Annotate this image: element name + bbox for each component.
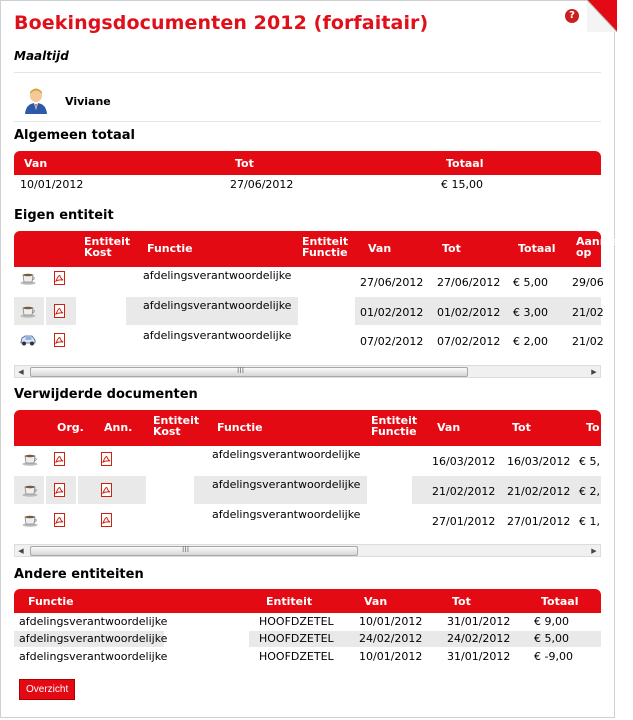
column-header-van: Van: [368, 242, 392, 255]
help-icon[interactable]: ?: [565, 9, 579, 23]
column-header-tot: Tot: [452, 595, 471, 608]
pdf-icon[interactable]: [52, 483, 68, 497]
scroll-thumb[interactable]: [30, 546, 358, 556]
scroll-right-icon[interactable]: ▶: [591, 547, 597, 555]
cell-totaal: € 9,00: [534, 615, 569, 628]
cell-functie: afdelingsverantwoordelijke: [212, 448, 361, 461]
pdf-icon[interactable]: [52, 333, 68, 347]
cell-functie: afdelingsverantwoordelijke: [143, 329, 292, 342]
scroll-thumb[interactable]: [30, 367, 468, 377]
column-header-aanmaak: Aanmaak op: [576, 235, 633, 259]
column-header-tot: Tot: [235, 157, 254, 170]
cell-totaal: € 2,: [579, 485, 600, 498]
column-header-functie: Functie: [147, 242, 193, 255]
scroll-left-icon[interactable]: ◀: [18, 368, 24, 376]
table-header: [14, 231, 633, 267]
cell-tot: 16/03/2012: [507, 455, 571, 468]
section-heading-totaal: Algemeen totaal: [14, 128, 135, 143]
pdf-icon[interactable]: [52, 271, 68, 285]
column-header-ann: Ann.: [104, 421, 133, 434]
coffee-cup-icon: [20, 271, 36, 285]
column-header-functie: Functie: [217, 421, 263, 434]
cell-tot: 31/01/2012: [447, 650, 511, 663]
cell-van: 27/01/2012: [432, 515, 496, 528]
pdf-icon[interactable]: [99, 513, 115, 527]
column-header-van: Van: [24, 157, 48, 170]
cell-functie: afdelingsverantwoordelijke: [143, 299, 292, 312]
cell-totaal: € 2,00: [513, 335, 548, 348]
column-header-tot: Tot: [442, 242, 461, 255]
column-header-org: Org.: [57, 421, 84, 434]
cell-van: 01/02/2012: [360, 306, 424, 319]
table-row: [14, 631, 601, 648]
cell-van: 16/03/2012: [432, 455, 496, 468]
cell-tot: 01/02/2012: [437, 306, 501, 319]
divider: [14, 72, 601, 73]
table-row[interactable]: [14, 506, 601, 536]
cell-tot: 24/02/2012: [447, 632, 511, 645]
table-row[interactable]: [14, 446, 601, 476]
column-header-entiteit-functie: Entiteit Functie: [371, 414, 418, 438]
cell-aanmaak: 29/06: [572, 276, 604, 289]
page-title: Boekingsdocumenten 2012 (forfaitair): [14, 12, 429, 34]
cell-functie: afdelingsverantwoordelijke: [19, 632, 168, 645]
cell-tot: 27/06/2012: [437, 276, 501, 289]
table-row[interactable]: [14, 476, 601, 506]
section-heading-verwijderd: Verwijderde documenten: [14, 387, 198, 402]
table-row: [14, 613, 601, 631]
cell-entiteit: HOOFDZETEL: [259, 650, 334, 663]
table-header: [14, 410, 601, 446]
table-row[interactable]: [14, 297, 604, 327]
cell-totaal: € 15,00: [441, 178, 483, 191]
cell-entiteit: HOOFDZETEL: [259, 615, 334, 628]
cell-aanmaak: 21/02: [572, 306, 604, 319]
column-header-totaal: Totaal: [518, 242, 556, 255]
scroll-right-icon[interactable]: ▶: [591, 368, 597, 376]
cell-functie: afdelingsverantwoordelijke: [19, 615, 168, 628]
cell-totaal: € 5,00: [534, 632, 569, 645]
column-header-tot: Tot: [512, 421, 531, 434]
column-header-entiteit-kost: Entiteit Kost: [153, 414, 200, 438]
column-header-totaal: Totaal: [541, 595, 579, 608]
cell-van: 10/01/2012: [359, 650, 423, 663]
section-heading-eigen: Eigen entiteit: [14, 208, 114, 223]
table-header: [14, 589, 601, 613]
table-header: [14, 151, 601, 175]
coffee-cup-icon: [22, 513, 38, 527]
coffee-cup-icon: [22, 452, 38, 466]
verwijderd-horizontal-scrollbar[interactable]: [14, 544, 601, 557]
cell-totaal: € 3,00: [513, 306, 548, 319]
coffee-cup-icon: [22, 483, 38, 497]
cell-van: 10/01/2012: [359, 615, 423, 628]
pdf-icon[interactable]: [99, 452, 115, 466]
cell-van: 27/06/2012: [360, 276, 424, 289]
cell-van: 21/02/2012: [432, 485, 496, 498]
column-header-van: Van: [437, 421, 461, 434]
cell-functie: afdelingsverantwoordelijke: [143, 269, 292, 282]
page-subtitle: Maaltijd: [14, 49, 69, 63]
cell-totaal: € 5,00: [513, 276, 548, 289]
table-row: [14, 648, 601, 666]
column-header-totaal: To: [586, 421, 600, 434]
cell-functie: afdelingsverantwoordelijke: [212, 478, 361, 491]
user-name: Viviane: [65, 95, 111, 108]
column-header-entiteit-functie: Entiteit Functie: [302, 235, 349, 259]
scroll-grip: III: [182, 545, 190, 554]
cell-aanmaak: 21/02: [572, 335, 604, 348]
cell-tot: 31/01/2012: [447, 615, 511, 628]
column-header-van: Van: [364, 595, 388, 608]
scroll-grip: III: [237, 366, 245, 375]
cell-tot: 27/01/2012: [507, 515, 571, 528]
column-header-totaal: Totaal: [446, 157, 484, 170]
verwijderd-table: [14, 410, 601, 537]
table-row[interactable]: [14, 327, 604, 357]
cell-totaal: € -9,00: [534, 650, 573, 663]
cell-van: 07/02/2012: [360, 335, 424, 348]
cell-entiteit: HOOFDZETEL: [259, 632, 334, 645]
column-header-functie: Functie: [28, 595, 74, 608]
cell-van: 10/01/2012: [20, 178, 84, 191]
totaal-table: [14, 151, 601, 196]
cell-functie: afdelingsverantwoordelijke: [19, 650, 168, 663]
eigen-horizontal-scrollbar[interactable]: [14, 365, 601, 378]
eigen-table: [14, 231, 633, 358]
pdf-icon[interactable]: [52, 513, 68, 527]
column-header-entiteit-kost: Entiteit Kost: [84, 235, 131, 259]
cell-tot: 07/02/2012: [437, 335, 501, 348]
pdf-icon[interactable]: [52, 452, 68, 466]
cell-functie: afdelingsverantwoordelijke: [212, 508, 361, 521]
scroll-left-icon[interactable]: ◀: [18, 547, 24, 555]
user-avatar-icon: [24, 88, 48, 114]
page-corner-icon: [587, 0, 617, 32]
pdf-icon[interactable]: [99, 483, 115, 497]
pdf-icon[interactable]: [52, 304, 68, 318]
cell-totaal: € 1,: [579, 515, 600, 528]
section-heading-andere: Andere entiteiten: [14, 567, 144, 582]
divider: [14, 121, 601, 122]
overzicht-button[interactable]: Overzicht: [19, 679, 75, 700]
car-icon: [20, 333, 36, 347]
table-row: [14, 175, 601, 201]
coffee-cup-icon: [20, 304, 36, 318]
column-header-entiteit: Entiteit: [266, 595, 313, 608]
cell-tot: 27/06/2012: [230, 178, 294, 191]
table-row[interactable]: [14, 267, 604, 297]
andere-table: [14, 589, 601, 667]
cell-totaal: € 5,: [579, 455, 600, 468]
cell-tot: 21/02/2012: [507, 485, 571, 498]
cell-van: 24/02/2012: [359, 632, 423, 645]
